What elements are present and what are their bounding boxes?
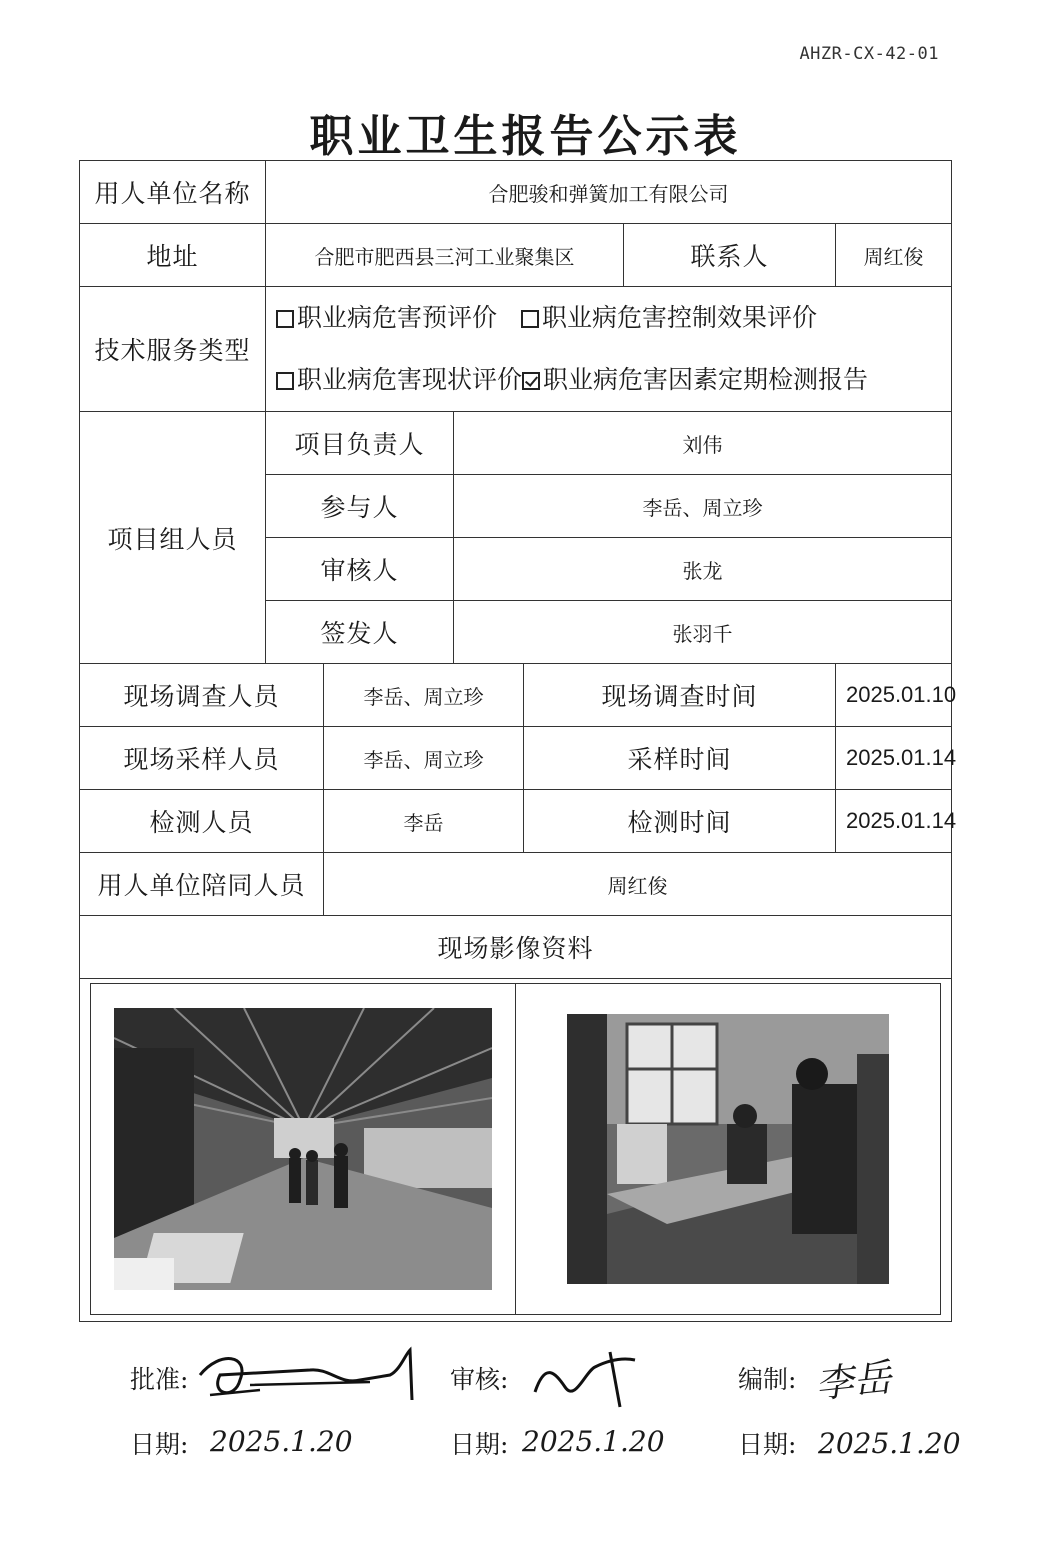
employer-value: 合肥骏和弹簧加工有限公司: [266, 161, 952, 224]
photo-cell-left: [91, 984, 515, 1314]
team-label: 项目组人员: [80, 412, 266, 664]
testing-staff-value: 李岳: [324, 790, 524, 853]
survey-time-value: 2025.01.10: [836, 664, 952, 727]
employer-label: 用人单位名称: [80, 161, 266, 224]
survey-staff-value: 李岳、周立珍: [324, 664, 524, 727]
row-service-type: [80, 287, 952, 412]
sampling-time-value: 2025.01.14: [836, 727, 952, 790]
approve-label: 批准:: [130, 1365, 189, 1394]
survey-staff-label: 现场调查人员: [80, 664, 324, 727]
row-sampling: [80, 727, 952, 790]
compile-date-handwritten: 2025.1.20: [818, 1427, 961, 1460]
date-label-review: 日期:: [450, 1430, 509, 1459]
team-role: 审核人: [266, 538, 454, 601]
row-images: [80, 979, 952, 1322]
sampling-time-label: 采样时间: [524, 727, 836, 790]
document-code: AHZR-CX-42-01: [799, 44, 939, 64]
page-title: 职业卫生报告公示表: [309, 111, 742, 162]
review-date-handwritten: 2025.1.20: [522, 1425, 665, 1458]
compiler-signature: 李岳: [813, 1355, 894, 1407]
team-name: 张龙: [454, 538, 952, 601]
date-label-approve: 日期:: [130, 1430, 189, 1459]
service-option-control-evaluation: 职业病危害控制效果评价: [521, 287, 817, 349]
contact-value: 周红俊: [836, 224, 952, 287]
approve-date-handwritten: 2025.1.20: [210, 1425, 353, 1458]
team-name: 李岳、周立珍: [454, 475, 952, 538]
row-survey: [80, 664, 952, 727]
signature-area: [0, 1330, 1051, 1530]
photo-frame: [90, 983, 941, 1315]
compile-label: 编制:: [738, 1365, 797, 1394]
checkbox-checked-icon: [522, 372, 540, 390]
images-label: 现场影像资料: [80, 916, 952, 979]
workshop-photo-1: [114, 1008, 492, 1290]
sampling-staff-label: 现场采样人员: [80, 727, 324, 790]
workshop-photo-2: [567, 1014, 889, 1284]
approver-signature: [190, 1340, 420, 1410]
checkbox-icon: [276, 310, 294, 328]
address-label: 地址: [80, 224, 266, 287]
testing-time-label: 检测时间: [524, 790, 836, 853]
team-role: 参与人: [266, 475, 454, 538]
row-address: [80, 224, 952, 287]
photos-cell: [80, 979, 952, 1322]
service-option-pre-evaluation: 职业病危害预评价: [276, 287, 497, 349]
row-team-leader: [80, 412, 952, 475]
row-escort: [80, 853, 952, 916]
team-name: 刘伟: [454, 412, 952, 475]
team-role: 项目负责人: [266, 412, 454, 475]
address-value: 合肥市肥西县三河工业聚集区: [266, 224, 624, 287]
contact-label: 联系人: [624, 224, 836, 287]
service-type-label: 技术服务类型: [80, 287, 266, 412]
survey-time-label: 现场调查时间: [524, 664, 836, 727]
escort-value: 周红俊: [324, 853, 952, 916]
service-option-status-evaluation: 职业病危害现状评价: [276, 349, 522, 411]
row-employer: [80, 161, 952, 224]
checkbox-icon: [521, 310, 539, 328]
testing-time-value: 2025.01.14: [836, 790, 952, 853]
reviewer-signature: [525, 1342, 655, 1412]
checkbox-icon: [276, 372, 294, 390]
row-images-header: [80, 916, 952, 979]
service-option-periodic-testing: 职业病危害因素定期检测报告: [522, 349, 868, 411]
escort-label: 用人单位陪同人员: [80, 853, 324, 916]
row-testing: [80, 790, 952, 853]
team-name: 张羽千: [454, 601, 952, 664]
review-label: 审核:: [450, 1365, 509, 1394]
photo-cell-right: [515, 984, 940, 1314]
testing-staff-label: 检测人员: [80, 790, 324, 853]
sampling-staff-value: 李岳、周立珍: [324, 727, 524, 790]
date-label-compile: 日期:: [738, 1430, 797, 1459]
team-role: 签发人: [266, 601, 454, 664]
report-table: [79, 160, 957, 1322]
service-type-options: [266, 287, 952, 412]
